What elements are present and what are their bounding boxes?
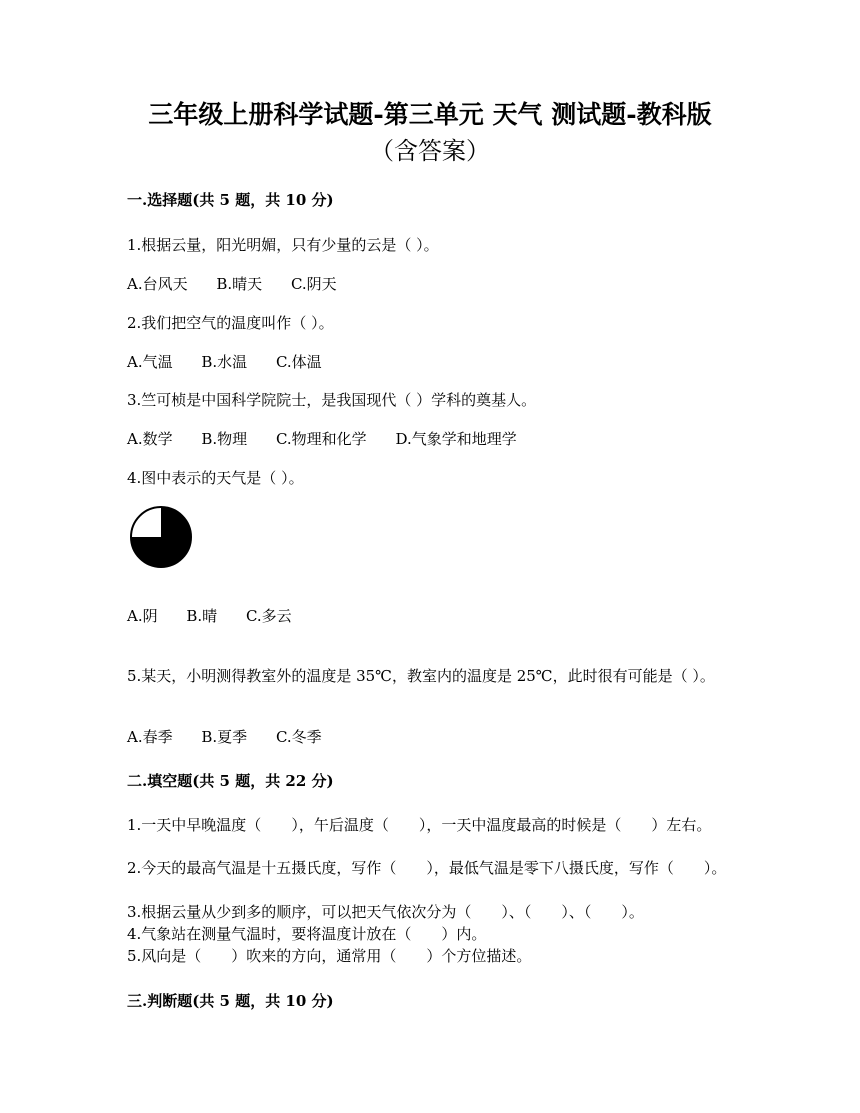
option-a: A.春季 (127, 728, 173, 746)
option-c: C.冬季 (275, 728, 322, 746)
question-3: 3.竺可桢是中国科学院院士，是我国现代（ ）学科的奠基人。 (127, 391, 537, 409)
option-a: A.气温 (127, 353, 173, 371)
question-4-options (127, 605, 727, 627)
option-c: C.阴天 (290, 275, 337, 293)
option-c: C.体温 (275, 353, 322, 371)
document-title: 三年级上册科学试题-第三单元 天气 测试题-教科版 (148, 100, 712, 129)
question-1-options (127, 273, 727, 295)
option-c: C.物理和化学 (275, 430, 367, 448)
fill-item-1: 1.一天中早晚温度（ ），午后温度（ ），一天中温度最高的时候是（ ）左右。 (127, 816, 712, 834)
question-5: 5.某天，小明测得教室外的温度是 35℃，教室内的温度是 25℃，此时很有可能是（ ）。 (127, 667, 715, 685)
option-b: B.物理 (201, 430, 248, 448)
cloudy-weather-symbol-icon (129, 505, 193, 569)
question-2-options (127, 351, 727, 373)
option-a: A.阴 (127, 607, 158, 625)
option-b: B.夏季 (201, 728, 248, 746)
fill-item-5: 5.风向是（ ）吹来的方向，通常用（ ）个方位描述。 (127, 947, 532, 965)
option-c: C.多云 (245, 607, 292, 625)
fill-item-2: 2.今天的最高气温是十五摄氏度，写作（ ），最低气温是零下八摄氏度，写作（ ）。 (127, 859, 727, 877)
fill-item-3: 3.根据云量从少到多的顺序，可以把天气依次分为（ ）、（ ）、（ ）。 (127, 903, 644, 921)
option-b: B.水温 (201, 353, 248, 371)
option-d: D.气象学和地理学 (395, 430, 517, 448)
document-subtitle: （含答案） (370, 137, 490, 165)
option-a: A.数学 (127, 430, 173, 448)
question-3-options (127, 428, 727, 450)
section-heading-judge: 三.判断题(共 5 题，共 10 分) (127, 992, 334, 1010)
fill-item-4: 4.气象站在测量气温时，要将温度计放在（ ）内。 (127, 925, 487, 943)
section-heading-fill: 二.填空题(共 5 题，共 22 分) (127, 772, 334, 790)
question-5-options (127, 726, 727, 748)
option-b: B.晴天 (216, 275, 263, 293)
option-a: A.台风天 (127, 275, 188, 293)
option-b: B.晴 (186, 607, 218, 625)
question-1: 1.根据云量，阳光明媚，只有少量的云是（ ）。 (127, 236, 439, 254)
section-heading-choice: 一.选择题(共 5 题，共 10 分) (127, 191, 334, 209)
question-4: 4.图中表示的天气是（ ）。 (127, 469, 304, 487)
question-2: 2.我们把空气的温度叫作（ ）。 (127, 314, 334, 332)
